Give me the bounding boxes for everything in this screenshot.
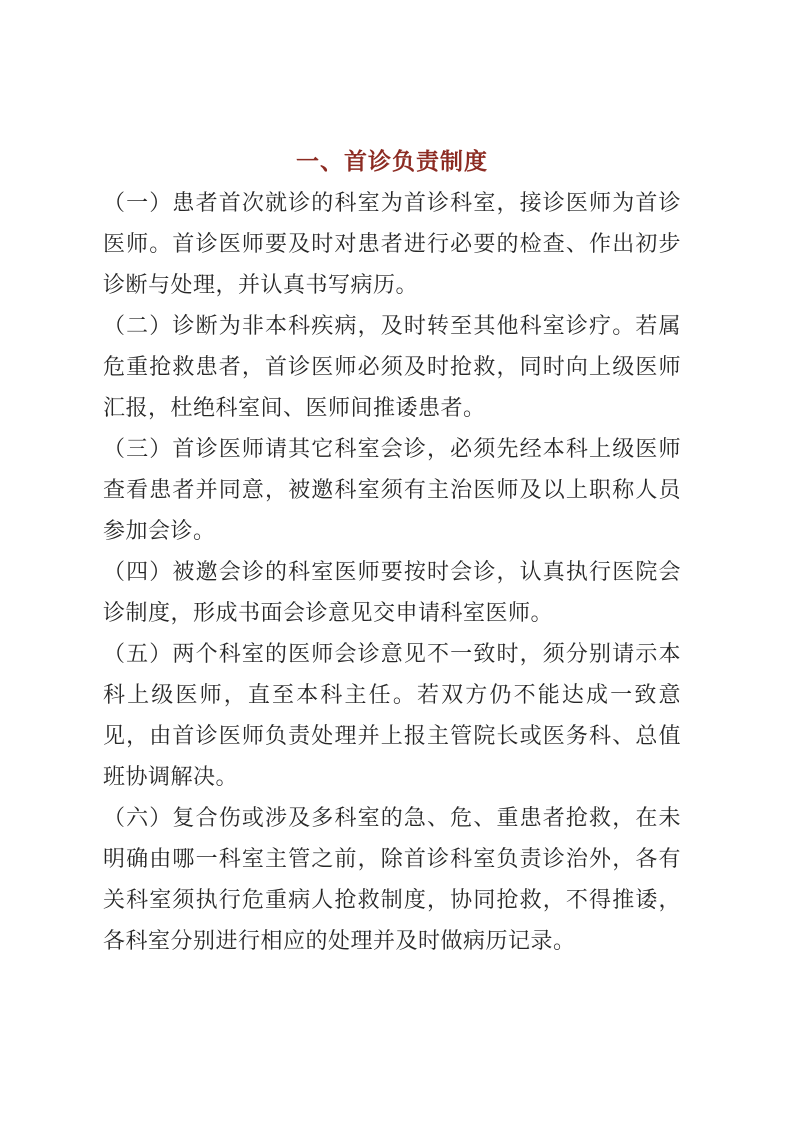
paragraph-6: （六）复合伤或涉及多科室的急、危、重患者抢救，在未明确由哪一科室主管之前，除首诊科室负责诊治外，各有关科室须执行危重病人抢救制度，协同抢救，不得推诿，各科室分别进行相应的处理并及时做病历记录。 <box>103 805 681 953</box>
paragraph-1: （一）患者首次就诊的科室为首诊科室，接诊医师为首诊医师。首诊医师要及时对患者进行必要的检查、作出初步诊断与处理，并认真书写病历。 <box>103 190 681 297</box>
paragraph-5: （五）两个科室的医师会诊意见不一致时，须分别请示本科上级医师，直至本科主任。若双方仍不能达成一致意见，由首诊医师负责处理并上报主管院长或医务科、总值班协调解决。 <box>103 641 681 789</box>
paragraph-3: （三）首诊医师请其它科室会诊，必须先经本科上级医师查看患者并同意，被邀科室须有主治医师及以上职称人员参加会诊。 <box>103 436 681 543</box>
paragraph-2: （二）诊断为非本科疾病，及时转至其他科室诊疗。若属危重抢救患者，首诊医师必须及时抢救，同时向上级医师汇报，杜绝科室间、医师间推诿患者。 <box>103 313 681 420</box>
paragraph-4: （四）被邀会诊的科室医师要按时会诊，认真执行医院会诊制度，形成书面会诊意见交申请科室医师。 <box>103 559 681 625</box>
document-title: 一、首诊负责制度 <box>296 149 488 174</box>
